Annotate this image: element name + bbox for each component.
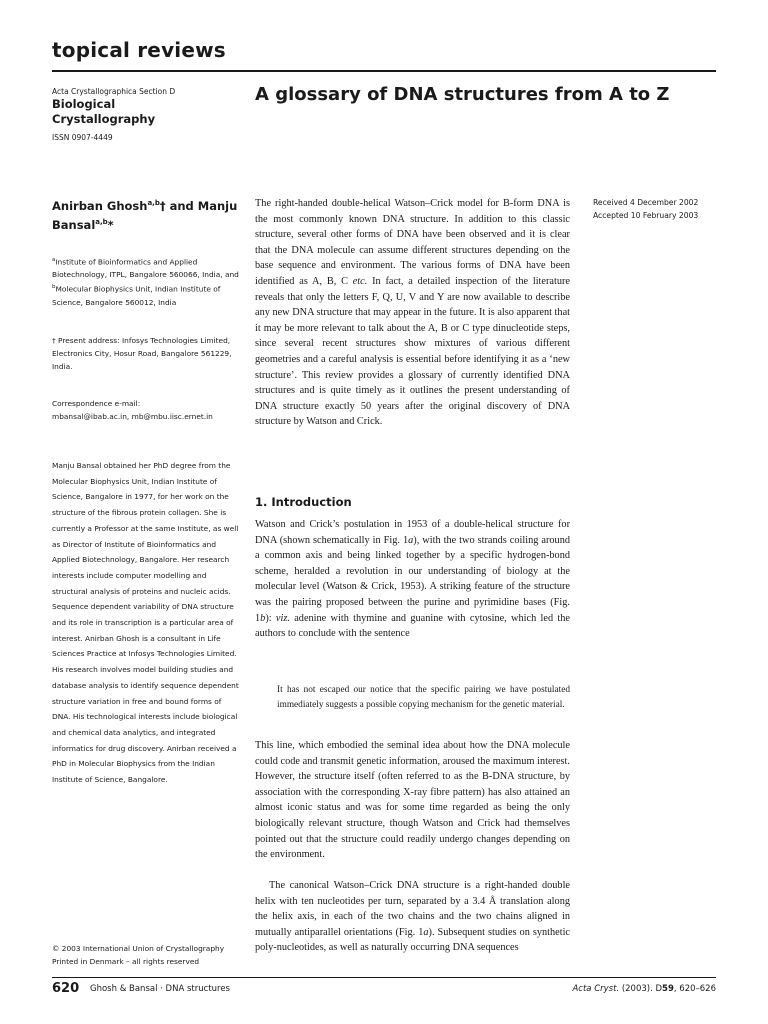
author-list	[52, 195, 242, 233]
journal-issn: ISSN 0907-4449	[52, 133, 113, 142]
present-address: † Present address: Infosys Technologies Limited, Electronics City, Hosur Road, Bangalore 561229, India.	[52, 336, 232, 371]
p1-viz: viz.	[275, 612, 290, 624]
correspondence	[52, 397, 242, 423]
author-2-sup: a,b	[95, 217, 108, 226]
author-2-name: Bansal	[52, 217, 96, 232]
affil-a-text: Institute of Bioinformatics and Applied Biotechnology, ITPL, Bangalore 560066, India, and	[52, 257, 239, 280]
block-quote: It has not escaped our notice that the specific pairing we have postulated immediately suggests a possible copying mechanism for the genetic material.	[277, 685, 570, 710]
copyright-notice	[52, 942, 242, 968]
citation-pages: , 620–626	[673, 984, 716, 994]
citation-journal: Acta Cryst.	[572, 984, 620, 994]
journal-name-line2: Crystallography	[52, 112, 156, 126]
journal-section: Acta Crystallographica Section D	[52, 87, 176, 96]
intro-paragraph-1	[255, 517, 570, 642]
accepted-date: Accepted 10 February 2003	[593, 211, 699, 220]
p3-text-a: The canonical Watson–Crick DNA structure is a right-handed double helix with ten nucleotides per turn, separated by a 3.4 Å translation along the helix axis, in each of the two chains and the two chains aligned in mutually antiparallel orientations (Fig. 1	[255, 880, 570, 938]
running-title: Ghosh & Bansal · DNA structures	[90, 984, 230, 994]
p1-fig-ref-b[interactable]: b	[260, 612, 266, 624]
p1-text-a: Watson and Crick’s postulation in 1953 of a double-helical structure for DNA (shown schematically in Fig. 1	[255, 519, 570, 546]
abstract-part1: The right-handed double-helical Watson–Crick model for B-form DNA is the most commonly known DNA structure. In addition to this classic structure, several other forms of DNA have been observed and it is clear that the DNA molecule can assume different structures depending on the base sequence and environment. The various forms of DNA have been identified as A, B, C	[255, 198, 570, 287]
abstract-part2: In fact, a detailed inspection of the literature reveals that only the letters F, Q, U, V and Y are now available to describe any new DNA structure that may appear in the future. It is also apparent that it may be more relevant to talk about the A, B or C type dinucleotide steps, since several recent structures show mixtures of various different geometries and a careful analysis is essential before identifying it as a ‘new structure’. This review provides a glossary of currently identified DNA structures and is quite timely as it outlines the present understanding of DNA structure exactly 50 years after the original discovery of DNA structure by Watson and Crick.	[255, 275, 570, 428]
p1-text-d: adenine with thymine and guanine with cytosine, which led the authors to conclude with the sentence	[255, 612, 570, 640]
affil-a-sup: a	[52, 257, 56, 263]
footer-rule	[52, 977, 716, 978]
p1-text-c: ):	[265, 612, 276, 624]
p3-fig-ref[interactable]: a	[423, 926, 429, 938]
article-dates	[593, 196, 723, 222]
abstract-etc: etc.	[352, 275, 368, 287]
journal-block	[52, 87, 242, 143]
author-1-name: Anirban Ghosh	[52, 198, 148, 213]
author-1-sup: a,b	[147, 199, 160, 207]
author-joiner: and Manju	[165, 198, 238, 213]
citation-volume: 59	[662, 984, 674, 994]
article-title: A glossary of DNA structures from A to Z	[255, 84, 670, 105]
journal-name-line1: Biological	[52, 97, 116, 111]
correspondence-emails[interactable]: mbansal@ibab.ac.in, mb@mbu.iisc.ernet.in	[52, 412, 213, 421]
section-heading: 1. Introduction	[255, 495, 352, 509]
p3-text-b: ). Subsequent studies on synthetic poly-nucleotides, as well as naturally occurring DNA sequences	[255, 926, 571, 954]
copyright-line2: Printed in Denmark – all rights reserved	[52, 957, 200, 966]
citation-year: (2003). D	[619, 984, 663, 994]
author-1-mark: †	[159, 198, 166, 213]
received-date: Received 4 December 2002	[593, 198, 699, 207]
abstract	[255, 196, 570, 430]
p1-text-b: ), with the two strands coiling around a common axis and being linked together by a specific hydrogen-bond scheme, heralded a revolution in our understanding of biology at the molecular level (Watson & Crick, 1953). A striking feature of the structure was the pairing proposed between the purine and pyrimidine bases (Fig. 1	[255, 534, 570, 624]
intro-paragraph-2: This line, which embodied the seminal idea about how the DNA molecule could code and transmit genetic information, aroused the maximum interest. However, the structure itself (often referred to as the B-DNA structure, by association with the corresponding X-ray fibre pattern) has also attained an almost iconic status and was for some time regarded as being the only biologically relevant structure, though Watson and Crick had themselves pointed out that the structure could readily undergo changes depending on the environment.	[255, 740, 570, 861]
page-number: 620	[52, 981, 80, 996]
affiliations	[52, 254, 242, 309]
copyright-line1: © 2003 International Union of Crystallography	[52, 944, 225, 953]
affil-b-text: Molecular Biophysics Unit, Indian Institute of Science, Bangalore 560012, India	[52, 284, 221, 307]
author-biography: Manju Bansal obtained her PhD degree from the Molecular Biophysics Unit, Indian Institute of Science, Bangalore in 1977, for her work on the structure of the fibrous protein collagen. She is currently a Professor at the same Institute, as well as Director of Institute of Bioinformatics and Applied Biotechnology, Bangalore. Her research interests include computer modelling and structural analysis of proteins and nucleic acids. Sequence dependent variability of DNA structure and its role in transcription is a particular area of interest. Anirban Ghosh is a consultant in Life Sciences Practice at Infosys Technologies Limited. His research involves model building studies and database analysis to identify sequence dependent structure variation in free and bound forms of DNA. His technological interests include biological and chemical data analytics, and integrated informatics for drug discovery. Anirban received a PhD in Molecular Biophysics from the Indian Institute of Science, Bangalore.	[52, 461, 239, 785]
section-label: topical reviews	[52, 38, 226, 62]
correspondence-label: Correspondence e-mail:	[52, 399, 141, 408]
p1-fig-ref-a[interactable]: a	[408, 534, 414, 546]
affil-b-sup: b	[52, 284, 56, 291]
header-rule	[52, 70, 716, 72]
intro-paragraph-3	[255, 878, 570, 956]
author-2-mark: *	[107, 217, 114, 232]
journal-citation	[572, 984, 716, 994]
